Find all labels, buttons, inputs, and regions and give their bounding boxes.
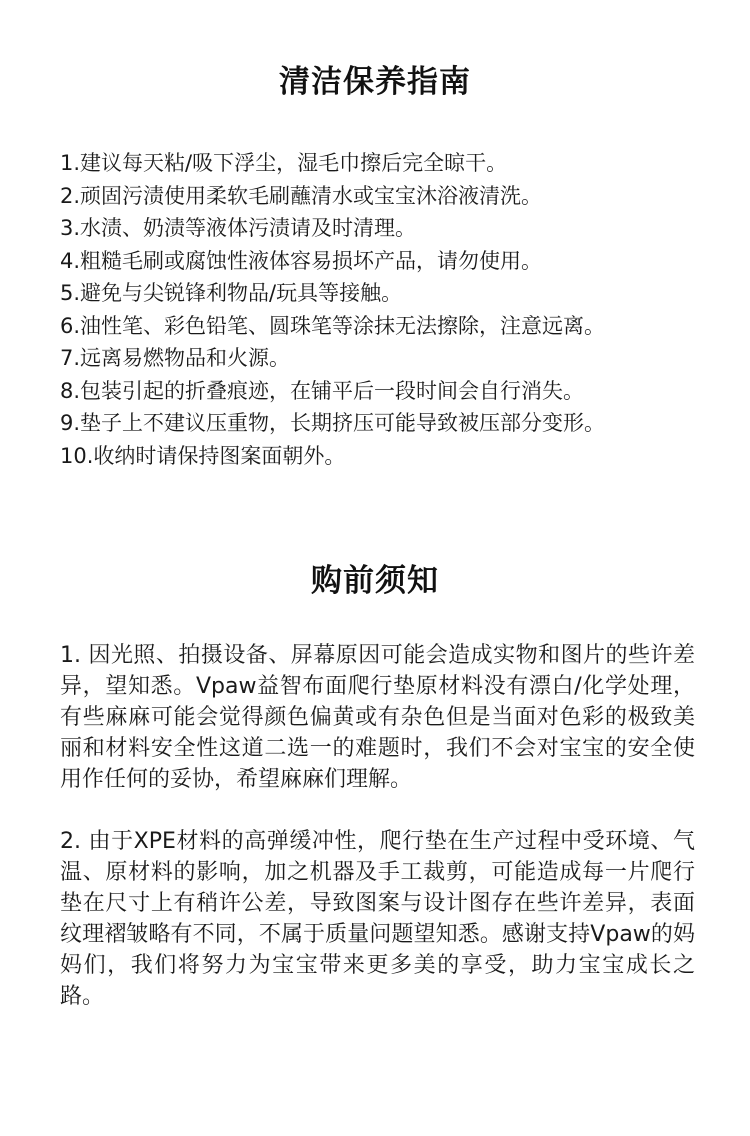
care-item: 10.收纳时请保持图案面朝外。 — [60, 443, 346, 468]
care-guide-list — [60, 147, 735, 472]
care-item: 3.水渍、奶渍等液体污渍请及时清理。 — [60, 216, 417, 240]
purchase-notice-section — [0, 545, 750, 1009]
notice-paragraph: 2. 由于XPE材料的高弹缓冲性，爬行垫在生产过程中受环境、气温、原材料的影响，加之机器及手工裁剪，可能造成每一片爬行垫在尺寸上有稍许公差，导致图案与设计图存在些许差异，表面纹理褶皱略有不同，不属于质量问题望知悉。感谢支持Vpaw的妈妈们，我们将努力为宝宝带来更多美的享受，助力宝宝成长之路。 — [60, 829, 695, 1009]
purchase-notice-title: 购前须知 — [311, 563, 439, 599]
notice-paragraph: 1. 因光照、拍摄设备、屏幕原因可能会造成实物和图片的些许差异，望知悉。Vpaw益智布面爬行垫原材料没有漂白/化学处理，有些麻麻可能会觉得颜色偏黄或有杂色但是当面对色彩的极致美丽和材料安全性这道二选一的难题时，我们不会对宝宝的安全使用作任何的妥协，希望麻麻们理解。 — [60, 643, 695, 792]
care-item: 1.建议每天粘/吸下浮尘，湿毛巾擦后完全晾干。 — [60, 151, 508, 175]
care-item: 9.垫子上不建议压重物，长期挤压可能导致被压部分变形。 — [60, 411, 606, 435]
care-item: 8.包装引起的折叠痕迹，在铺平后一段时间会自行消失。 — [60, 378, 585, 403]
care-item: 5.避免与尖锐锋利物品/玩具等接触。 — [60, 281, 403, 305]
care-guide-title: 清洁保养指南 — [279, 64, 471, 100]
purchase-notice-body — [60, 640, 695, 1012]
care-item: 4.粗糙毛刷或腐蚀性液体容易损坏产品，请勿使用。 — [60, 248, 543, 273]
care-item: 2.顽固污渍使用柔软毛刷蘸清水或宝宝沐浴液清洗。 — [60, 183, 543, 208]
care-item: 7.远离易燃物品和火源。 — [60, 346, 291, 370]
care-item: 6.油性笔、彩色铅笔、圆珠笔等涂抹无法擦除，注意远离。 — [60, 313, 606, 338]
care-guide-section — [0, 0, 750, 468]
